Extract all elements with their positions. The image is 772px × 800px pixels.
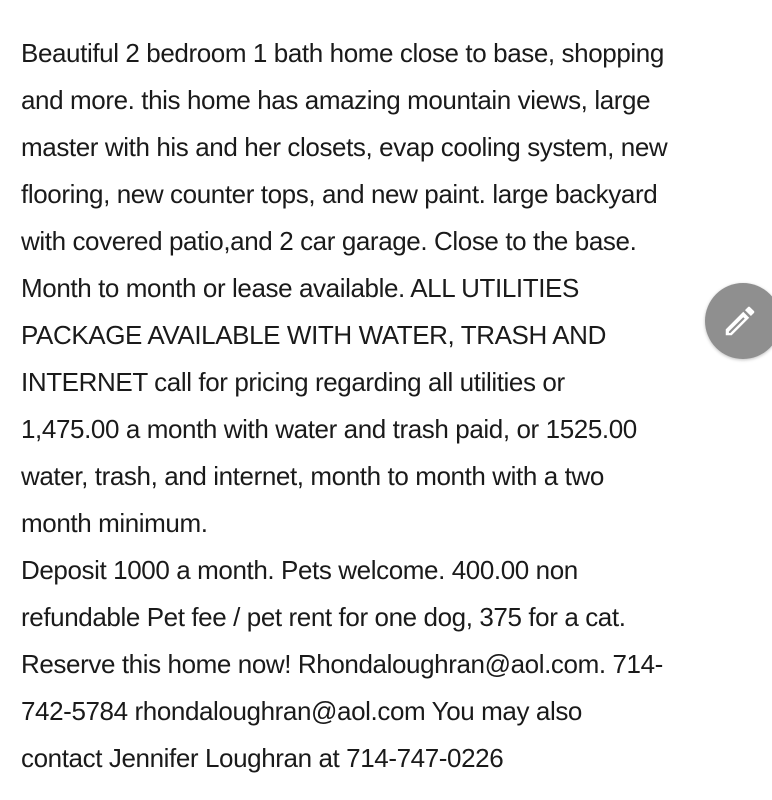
description-line: with covered patio,and 2 car garage. Close to the base.	[21, 226, 637, 256]
description-line: refundable Pet fee / pet rent for one dog, 375 for a cat.	[21, 602, 626, 632]
description-line: Deposit 1000 a month. Pets welcome. 400.00 non	[21, 555, 578, 585]
description-line: flooring, new counter tops, and new paint. large backyard	[21, 179, 658, 209]
description-line: Month to month or lease available. ALL UTILITIES	[21, 273, 579, 303]
edit-button[interactable]	[705, 283, 772, 359]
description-line: contact Jennifer Loughran at 714-747-0226	[21, 743, 504, 773]
pencil-icon	[721, 302, 759, 340]
description-line: 1,475.00 a month with water and trash paid, or 1525.00	[21, 414, 637, 444]
description-line: and more. this home has amazing mountain views, large	[21, 85, 651, 115]
description-line: master with his and her closets, evap cooling system, new	[21, 132, 668, 162]
description-line: 742-5784 rhondaloughran@aol.com You may also	[21, 696, 582, 726]
description-line: Beautiful 2 bedroom 1 bath home close to base, shopping	[21, 38, 664, 68]
description-line: Reserve this home now! Rhondaloughran@aol.com. 714-	[21, 649, 663, 679]
description-line: INTERNET call for pricing regarding all utilities or	[21, 367, 565, 397]
description-line: month minimum.	[21, 508, 208, 538]
description-line: water, trash, and internet, month to month with a two	[21, 461, 604, 491]
listing-description	[21, 30, 756, 782]
description-line: PACKAGE AVAILABLE WITH WATER, TRASH AND	[21, 320, 606, 350]
